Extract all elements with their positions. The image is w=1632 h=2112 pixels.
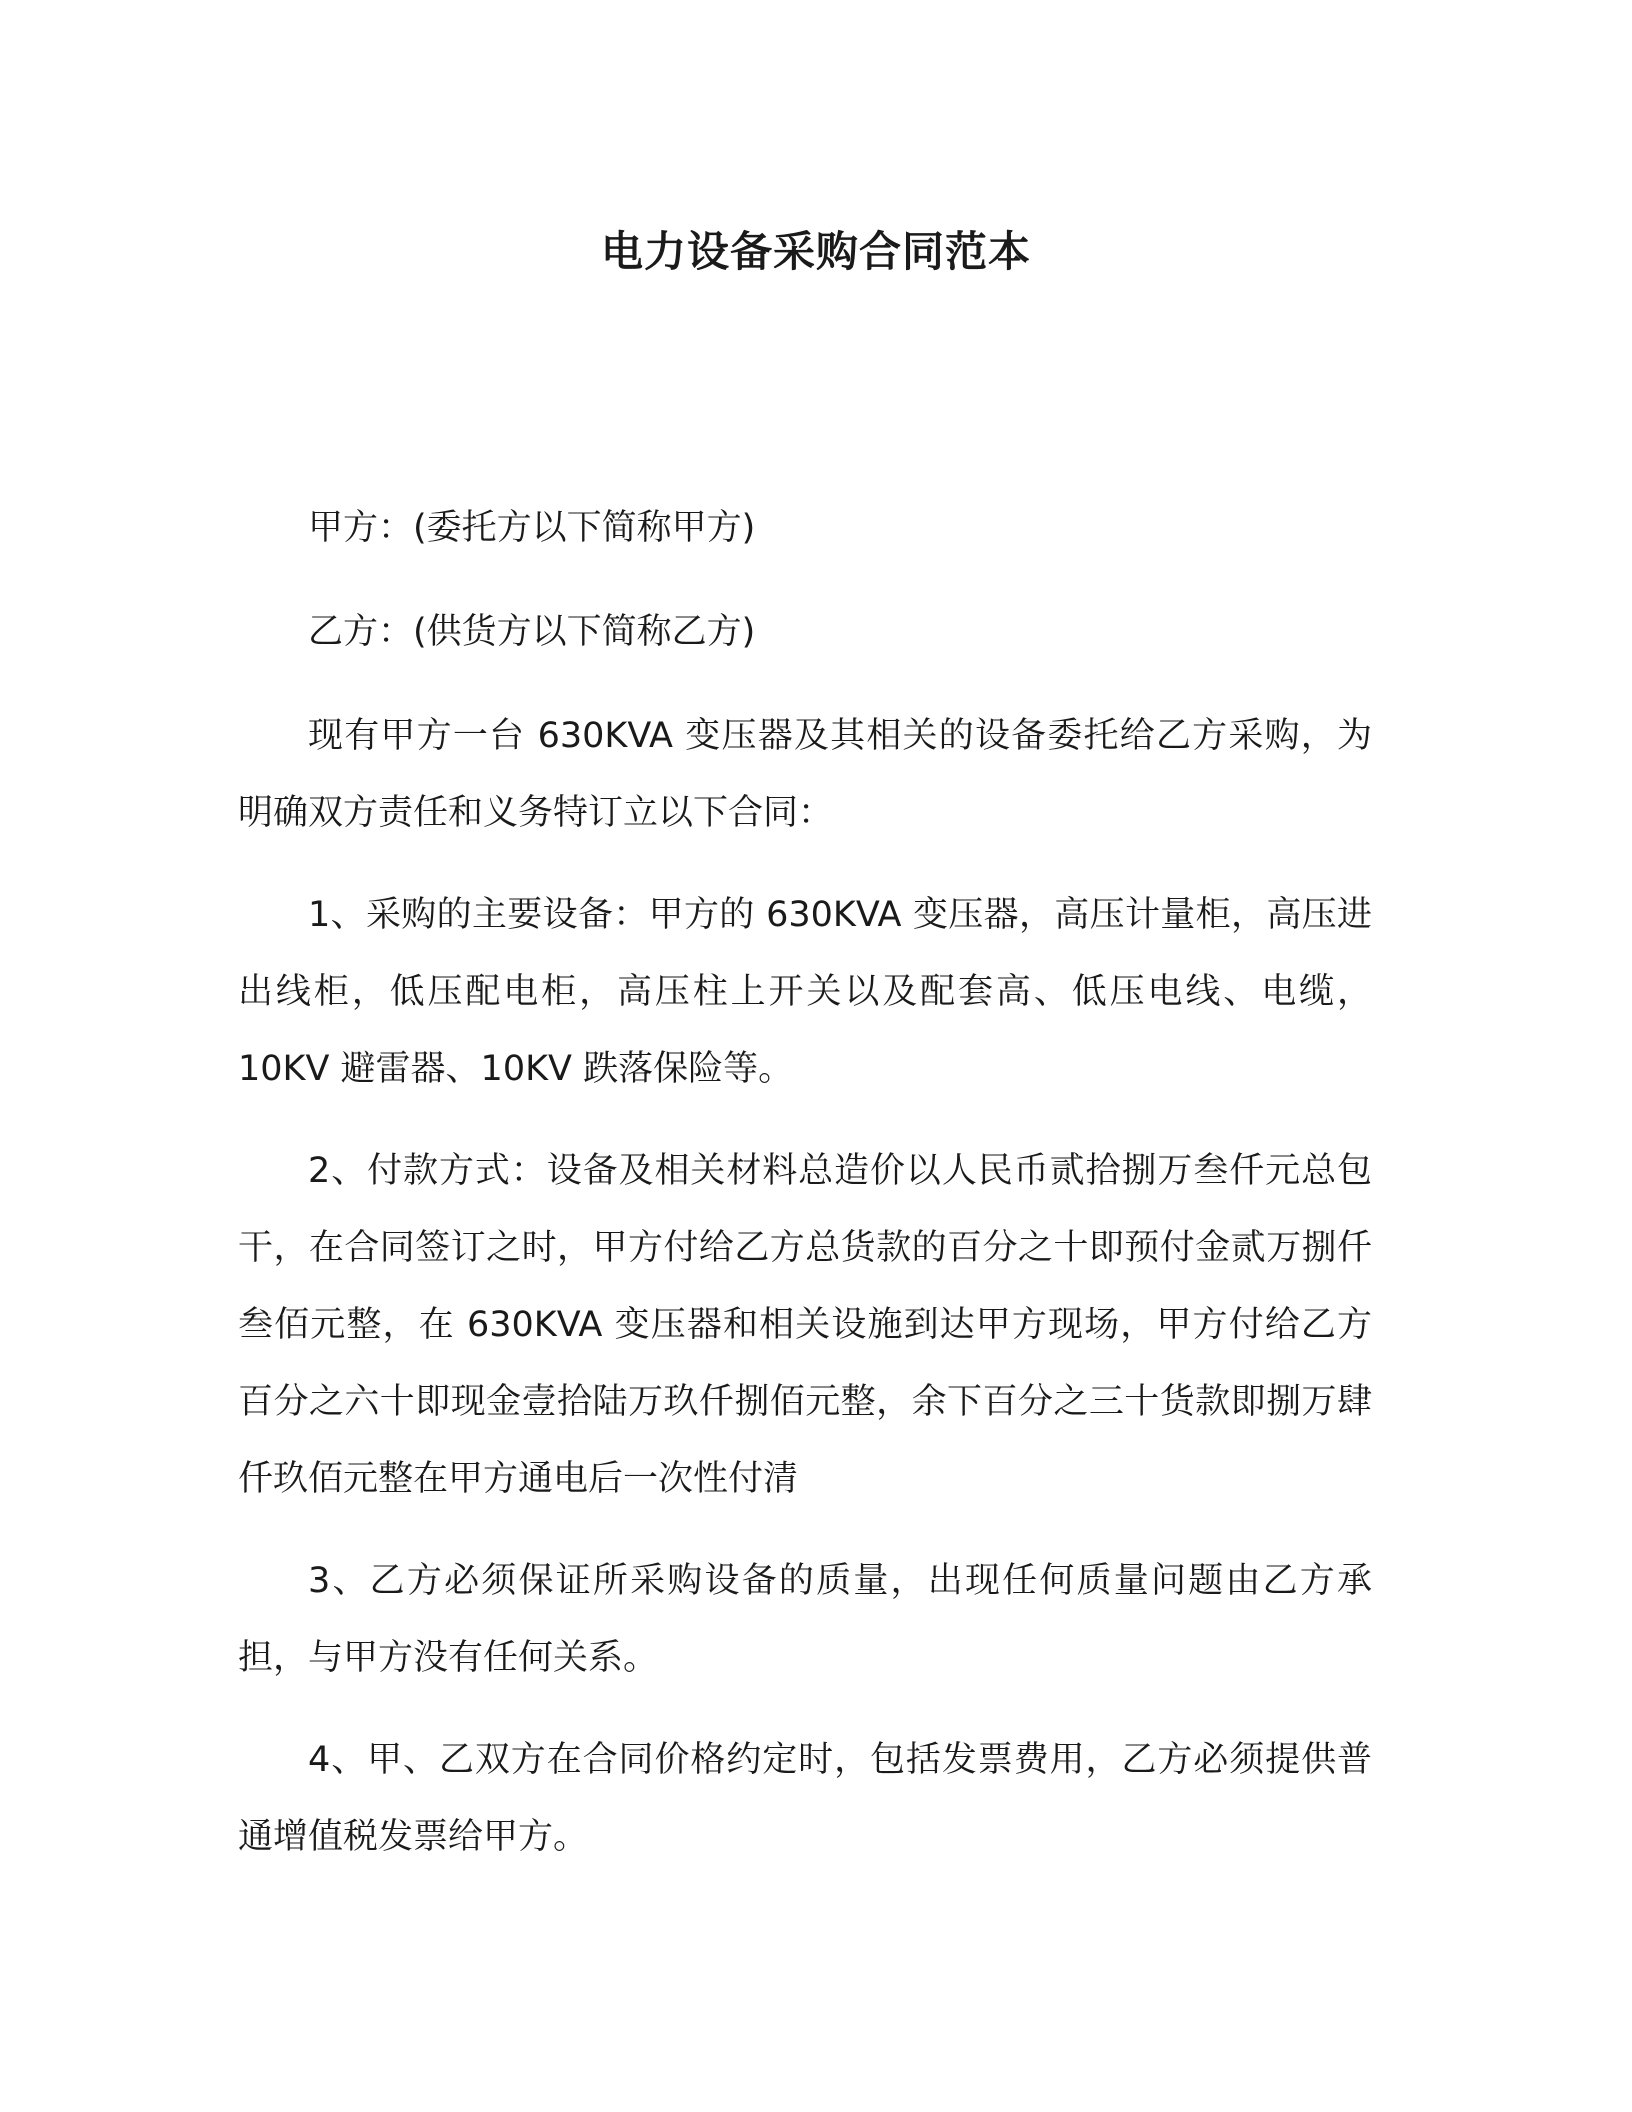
intro-paragraph: 现有甲方一台 630KVA 变压器及其相关的设备委托给乙方采购，为明确双方责任和义务特订立以下合同： [238,716,1372,833]
party-a-line: 甲方：(委托方以下简称甲方) [308,508,756,548]
clause-4: 4、甲、乙双方在合同价格约定时，包括发票费用，乙方必须提供普通增值税发票给甲方。 [238,1740,1372,1857]
clause-3: 3、乙方必须保证所采购设备的质量，出现任何质量问题由乙方承担，与甲方没有任何关系。 [238,1561,1372,1678]
clause-1: 1、采购的主要设备：甲方的 630KVA 变压器，高压计量柜，高压进出线柜，低压配电柜，高压柱上开关以及配套高、低压电线、电缆，10KV 避雷器、10KV 跌落保险等。 [238,895,1372,1089]
document-title: 电力设备采购合同范本 [600,227,1031,276]
document-body [238,490,1372,1901]
party-b-line: 乙方：(供货方以下简称乙方) [308,612,756,652]
clause-2: 2、付款方式：设备及相关材料总造价以人民币贰拾捌万叁仟元总包干，在合同签订之时，甲方付给乙方总货款的百分之十即预付金贰万捌仟叁佰元整，在 630KVA 变压器和相关设施到达甲方现场，甲方付给乙方百分之六十即现金壹拾陆万玖仟捌佰元整，余下百分之三十货款即捌万肆仟玖佰元整在甲方通电后一次性付清 [238,1151,1372,1499]
